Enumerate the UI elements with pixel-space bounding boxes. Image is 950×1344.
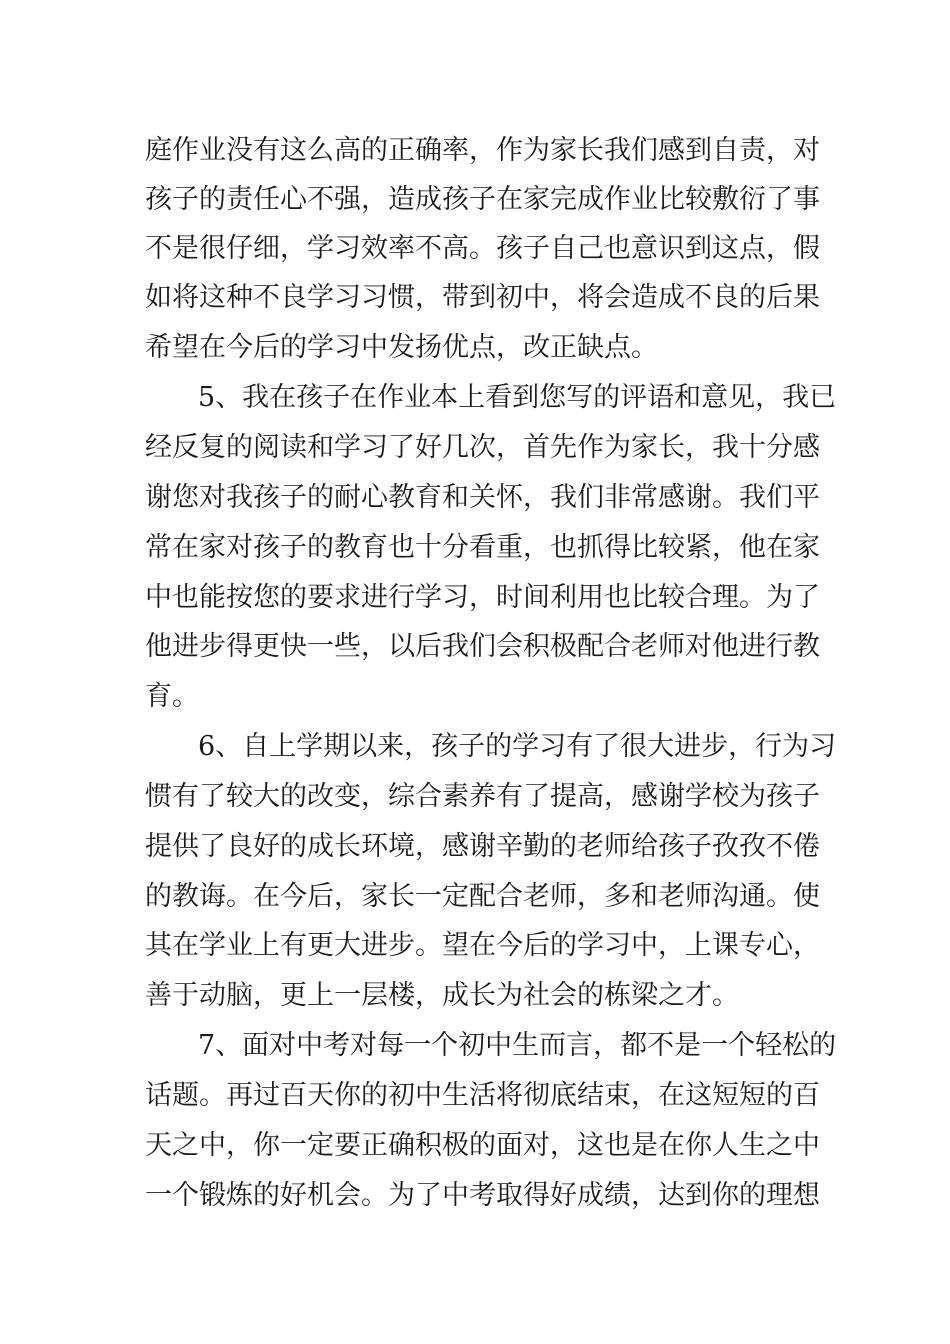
text-line: 中也能按您的要求进行学习，时间利用也比较合理。为了 bbox=[145, 582, 820, 613]
text-line: 育。 bbox=[145, 681, 199, 712]
text-line: 天之中，你一定要正确积极的面对，这也是在你人生之中 bbox=[145, 1130, 820, 1161]
text-line: 如将这种不良学习习惯，带到初中，将会造成不良的后果 bbox=[145, 282, 820, 313]
text-line: 希望在今后的学习中发扬优点，改正缺点。 bbox=[145, 332, 658, 363]
text-line: 话题。再过百天你的初中生活将彻底结束，在这短短的百 bbox=[145, 1080, 820, 1111]
text-line: 他进步得更快一些，以后我们会积极配合老师对他进行教 bbox=[145, 631, 820, 662]
text-line: 惯有了较大的改变，综合素养有了提高，感谢学校为孩子 bbox=[145, 781, 820, 812]
text-line: 经反复的阅读和学习了好几次，首先作为家长，我十分感 bbox=[145, 432, 820, 463]
text-line: 善于动脑，更上一层楼，成长为社会的栋梁之才。 bbox=[145, 980, 739, 1011]
paragraph-5-first-line: 5、我在孩子在作业本上看到您写的评语和意见，我已 bbox=[198, 382, 837, 413]
text-line: 孩子的责任心不强，造成孩子在家完成作业比较敷衍了事 bbox=[145, 184, 820, 215]
text-line: 常在家对孩子的教育也十分看重，也抓得比较紧，他在家 bbox=[145, 532, 820, 563]
text-line: 庭作业没有这么高的正确率，作为家长我们感到自责，对 bbox=[145, 135, 820, 166]
text-line: 谢您对我孩子的耐心教育和关怀，我们非常感谢。我们平 bbox=[145, 482, 820, 513]
text-line: 其在学业上有更大进步。望在今后的学习中，上课专心， bbox=[145, 930, 820, 961]
paragraph-7-first-line: 7、面对中考对每一个初中生而言，都不是一个轻松的 bbox=[198, 1030, 837, 1061]
text-line: 的教诲。在今后，家长一定配合老师，多和老师沟通。使 bbox=[145, 881, 820, 912]
text-line: 一个锻炼的好机会。为了中考取得好成绩，达到你的理想 bbox=[145, 1180, 820, 1211]
text-line: 提供了良好的成长环境，感谢辛勤的老师给孩子孜孜不倦 bbox=[145, 831, 820, 862]
paragraph-6-first-line: 6、自上学期以来，孩子的学习有了很大进步，行为习 bbox=[198, 731, 837, 762]
text-line: 不是很仔细，学习效率不高。孩子自己也意识到这点，假 bbox=[145, 233, 820, 264]
